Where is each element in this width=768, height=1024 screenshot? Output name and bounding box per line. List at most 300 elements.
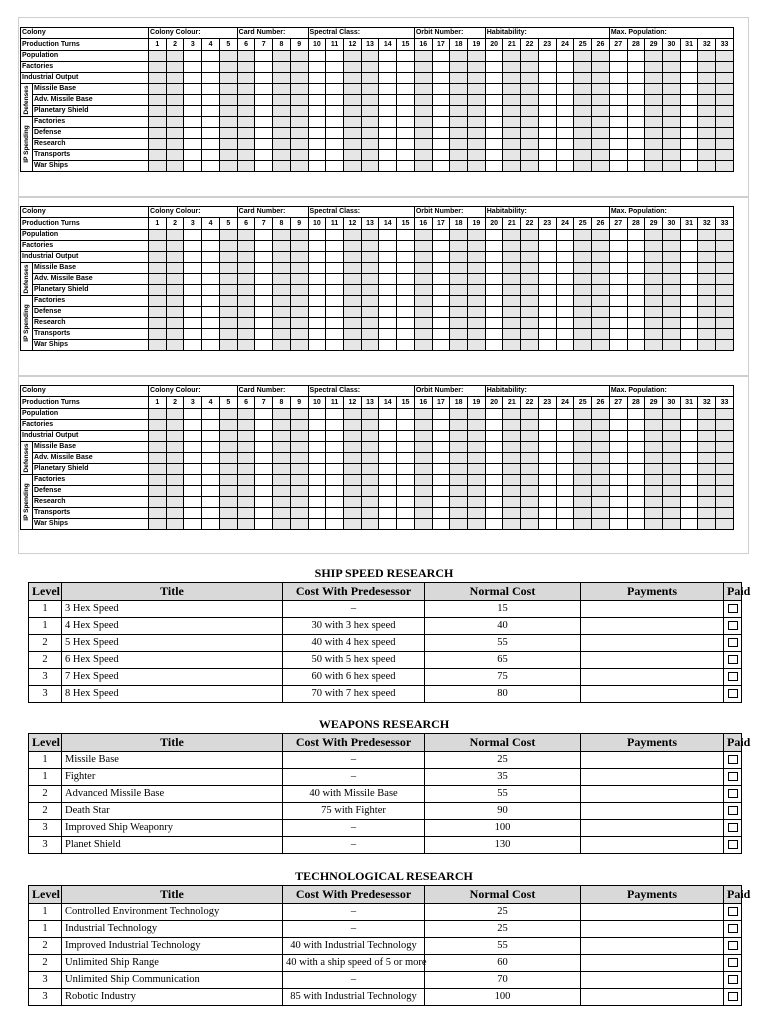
turn-cell[interactable] [574,507,592,518]
turn-cell[interactable] [609,229,627,240]
turn-cell[interactable] [273,229,291,240]
paid-checkbox[interactable] [728,823,738,832]
turn-cell[interactable] [716,160,734,171]
turn-cell[interactable] [432,474,450,485]
turn-cell[interactable] [361,474,379,485]
paid-checkbox[interactable] [728,975,738,984]
turn-cell[interactable] [592,229,610,240]
turn-cell[interactable] [184,94,202,105]
turn-cell[interactable] [556,94,574,105]
turn-cell[interactable] [237,83,255,94]
turn-cell[interactable] [663,463,681,474]
turn-cell[interactable] [556,339,574,350]
payments-cell[interactable] [581,634,724,651]
turn-cell[interactable] [166,240,184,251]
turn-cell[interactable] [219,518,237,529]
turn-cell[interactable] [379,295,397,306]
turn-cell[interactable] [237,105,255,116]
paid-checkbox[interactable] [728,992,738,1001]
turn-cell[interactable] [574,408,592,419]
turn-cell[interactable] [379,306,397,317]
turn-cell[interactable] [680,116,698,127]
turn-cell[interactable] [592,295,610,306]
turn-cell[interactable] [414,463,432,474]
turn-cell[interactable] [627,138,645,149]
turn-cell[interactable] [432,138,450,149]
turn-cell[interactable] [184,339,202,350]
turn-cell[interactable] [645,295,663,306]
turn-cell[interactable] [361,72,379,83]
turn-cell[interactable] [556,251,574,262]
turn-cell[interactable] [627,430,645,441]
turn-cell[interactable] [592,116,610,127]
turn-cell[interactable] [609,507,627,518]
turn-cell[interactable] [609,328,627,339]
turn-cell[interactable] [326,419,344,430]
turn-cell[interactable] [219,127,237,138]
turn-cell[interactable] [538,262,556,273]
turn-cell[interactable] [379,149,397,160]
turn-cell[interactable] [361,127,379,138]
turn-cell[interactable] [166,160,184,171]
turn-cell[interactable] [432,441,450,452]
turn-cell[interactable] [397,463,415,474]
turn-cell[interactable] [326,160,344,171]
turn-cell[interactable] [308,229,326,240]
turn-cell[interactable] [716,339,734,350]
turn-cell[interactable] [450,408,468,419]
turn-cell[interactable] [255,295,273,306]
turn-cell[interactable] [432,518,450,529]
turn-cell[interactable] [219,408,237,419]
turn-cell[interactable] [468,149,486,160]
turn-cell[interactable] [485,127,503,138]
turn-cell[interactable] [308,127,326,138]
turn-cell[interactable] [574,105,592,116]
turn-cell[interactable] [627,474,645,485]
turn-cell[interactable] [326,306,344,317]
turn-cell[interactable] [556,61,574,72]
turn-cell[interactable] [645,149,663,160]
turn-cell[interactable] [414,339,432,350]
turn-cell[interactable] [716,474,734,485]
turn-cell[interactable] [149,262,167,273]
turn-cell[interactable] [379,50,397,61]
turn-cell[interactable] [663,408,681,419]
turn-cell[interactable] [698,149,716,160]
turn-cell[interactable] [468,284,486,295]
paid-checkbox[interactable] [728,689,738,698]
turn-cell[interactable] [521,408,539,419]
turn-cell[interactable] [273,105,291,116]
turn-cell[interactable] [645,430,663,441]
turn-cell[interactable] [273,306,291,317]
turn-cell[interactable] [397,306,415,317]
turn-cell[interactable] [468,295,486,306]
turn-cell[interactable] [663,229,681,240]
turn-cell[interactable] [202,518,220,529]
turn-cell[interactable] [219,83,237,94]
turn-cell[interactable] [680,306,698,317]
paid-checkbox[interactable] [728,655,738,664]
turn-cell[interactable] [184,273,202,284]
turn-cell[interactable] [521,507,539,518]
paid-checkbox[interactable] [728,941,738,950]
turn-cell[interactable] [414,317,432,328]
turn-cell[interactable] [379,474,397,485]
turn-cell[interactable] [308,441,326,452]
turn-cell[interactable] [645,284,663,295]
turn-cell[interactable] [627,306,645,317]
turn-cell[interactable] [255,94,273,105]
turn-cell[interactable] [273,284,291,295]
turn-cell[interactable] [609,441,627,452]
turn-cell[interactable] [468,430,486,441]
turn-cell[interactable] [609,339,627,350]
turn-cell[interactable] [468,474,486,485]
turn-cell[interactable] [538,518,556,529]
turn-cell[interactable] [556,229,574,240]
turn-cell[interactable] [627,317,645,328]
turn-cell[interactable] [680,474,698,485]
turn-cell[interactable] [432,452,450,463]
turn-cell[interactable] [609,50,627,61]
turn-cell[interactable] [521,452,539,463]
turn-cell[interactable] [166,72,184,83]
turn-cell[interactable] [521,284,539,295]
turn-cell[interactable] [592,50,610,61]
payments-cell[interactable] [581,971,724,988]
turn-cell[interactable] [255,408,273,419]
turn-cell[interactable] [521,105,539,116]
turn-cell[interactable] [680,295,698,306]
turn-cell[interactable] [698,295,716,306]
turn-cell[interactable] [538,72,556,83]
turn-cell[interactable] [290,317,308,328]
turn-cell[interactable] [627,452,645,463]
turn-cell[interactable] [202,430,220,441]
turn-cell[interactable] [680,273,698,284]
turn-cell[interactable] [698,339,716,350]
turn-cell[interactable] [273,149,291,160]
turn-cell[interactable] [237,94,255,105]
turn-cell[interactable] [343,72,361,83]
turn-cell[interactable] [361,339,379,350]
turn-cell[interactable] [149,430,167,441]
turn-cell[interactable] [290,496,308,507]
turn-cell[interactable] [202,328,220,339]
turn-cell[interactable] [716,240,734,251]
turn-cell[interactable] [538,430,556,441]
turn-cell[interactable] [414,273,432,284]
turn-cell[interactable] [202,240,220,251]
turn-cell[interactable] [538,485,556,496]
turn-cell[interactable] [326,518,344,529]
turn-cell[interactable] [149,441,167,452]
turn-cell[interactable] [450,61,468,72]
turn-cell[interactable] [592,240,610,251]
turn-cell[interactable] [574,496,592,507]
turn-cell[interactable] [379,116,397,127]
turn-cell[interactable] [592,149,610,160]
turn-cell[interactable] [716,127,734,138]
turn-cell[interactable] [202,441,220,452]
turn-cell[interactable] [556,149,574,160]
turn-cell[interactable] [414,295,432,306]
turn-cell[interactable] [485,273,503,284]
turn-cell[interactable] [521,83,539,94]
turn-cell[interactable] [574,50,592,61]
turn-cell[interactable] [574,474,592,485]
turn-cell[interactable] [397,328,415,339]
turn-cell[interactable] [609,240,627,251]
turn-cell[interactable] [627,295,645,306]
turn-cell[interactable] [326,50,344,61]
turn-cell[interactable] [574,72,592,83]
turn-cell[interactable] [290,251,308,262]
turn-cell[interactable] [609,72,627,83]
turn-cell[interactable] [290,306,308,317]
turn-cell[interactable] [503,72,521,83]
turn-cell[interactable] [166,419,184,430]
turn-cell[interactable] [379,127,397,138]
turn-cell[interactable] [680,507,698,518]
turn-cell[interactable] [680,518,698,529]
turn-cell[interactable] [556,474,574,485]
turn-cell[interactable] [609,284,627,295]
turn-cell[interactable] [202,116,220,127]
turn-cell[interactable] [379,284,397,295]
payments-cell[interactable] [581,768,724,785]
turn-cell[interactable] [627,105,645,116]
turn-cell[interactable] [485,138,503,149]
turn-cell[interactable] [556,518,574,529]
turn-cell[interactable] [609,474,627,485]
turn-cell[interactable] [680,430,698,441]
turn-cell[interactable] [432,306,450,317]
turn-cell[interactable] [538,452,556,463]
turn-cell[interactable] [574,138,592,149]
orbit-number-field[interactable]: Orbit Number: [414,386,485,397]
turn-cell[interactable] [379,518,397,529]
turn-cell[interactable] [219,94,237,105]
turn-cell[interactable] [556,408,574,419]
turn-cell[interactable] [485,229,503,240]
turn-cell[interactable] [237,229,255,240]
turn-cell[interactable] [273,419,291,430]
turn-cell[interactable] [184,328,202,339]
turn-cell[interactable] [468,496,486,507]
turn-cell[interactable] [308,339,326,350]
turn-cell[interactable] [290,328,308,339]
turn-cell[interactable] [237,408,255,419]
turn-cell[interactable] [538,317,556,328]
turn-cell[interactable] [149,339,167,350]
turn-cell[interactable] [308,408,326,419]
turn-cell[interactable] [485,105,503,116]
turn-cell[interactable] [503,149,521,160]
turn-cell[interactable] [645,273,663,284]
turn-cell[interactable] [503,251,521,262]
turn-cell[interactable] [202,474,220,485]
turn-cell[interactable] [468,507,486,518]
turn-cell[interactable] [432,105,450,116]
payments-cell[interactable] [581,802,724,819]
turn-cell[interactable] [166,262,184,273]
turn-cell[interactable] [716,105,734,116]
turn-cell[interactable] [166,496,184,507]
turn-cell[interactable] [627,284,645,295]
turn-cell[interactable] [308,50,326,61]
payments-cell[interactable] [581,651,724,668]
turn-cell[interactable] [166,295,184,306]
turn-cell[interactable] [503,229,521,240]
turn-cell[interactable] [432,61,450,72]
turn-cell[interactable] [503,138,521,149]
turn-cell[interactable] [414,507,432,518]
turn-cell[interactable] [521,262,539,273]
payments-cell[interactable] [581,600,724,617]
turn-cell[interactable] [645,441,663,452]
turn-cell[interactable] [290,240,308,251]
turn-cell[interactable] [237,518,255,529]
turn-cell[interactable] [361,61,379,72]
turn-cell[interactable] [414,496,432,507]
turn-cell[interactable] [379,419,397,430]
turn-cell[interactable] [521,149,539,160]
turn-cell[interactable] [468,273,486,284]
turn-cell[interactable] [343,419,361,430]
turn-cell[interactable] [273,83,291,94]
turn-cell[interactable] [149,306,167,317]
turn-cell[interactable] [663,317,681,328]
paid-checkbox[interactable] [728,604,738,613]
turn-cell[interactable] [485,50,503,61]
turn-cell[interactable] [255,474,273,485]
turn-cell[interactable] [538,127,556,138]
turn-cell[interactable] [503,105,521,116]
turn-cell[interactable] [538,496,556,507]
turn-cell[interactable] [592,138,610,149]
turn-cell[interactable] [663,485,681,496]
turn-cell[interactable] [432,419,450,430]
turn-cell[interactable] [397,518,415,529]
turn-cell[interactable] [414,160,432,171]
turn-cell[interactable] [184,127,202,138]
turn-cell[interactable] [397,284,415,295]
turn-cell[interactable] [202,83,220,94]
turn-cell[interactable] [397,127,415,138]
turn-cell[interactable] [308,284,326,295]
turn-cell[interactable] [592,61,610,72]
turn-cell[interactable] [609,273,627,284]
turn-cell[interactable] [308,116,326,127]
turn-cell[interactable] [202,295,220,306]
turn-cell[interactable] [485,485,503,496]
habitability-field[interactable]: Habitability: [485,28,609,39]
turn-cell[interactable] [432,485,450,496]
turn-cell[interactable] [255,160,273,171]
turn-cell[interactable] [273,507,291,518]
turn-cell[interactable] [485,72,503,83]
turn-cell[interactable] [574,317,592,328]
turn-cell[interactable] [166,273,184,284]
turn-cell[interactable] [521,116,539,127]
turn-cell[interactable] [397,94,415,105]
turn-cell[interactable] [290,419,308,430]
turn-cell[interactable] [503,408,521,419]
turn-cell[interactable] [592,339,610,350]
turn-cell[interactable] [343,452,361,463]
turn-cell[interactable] [538,273,556,284]
turn-cell[interactable] [273,339,291,350]
turn-cell[interactable] [503,94,521,105]
turn-cell[interactable] [716,441,734,452]
turn-cell[interactable] [432,149,450,160]
turn-cell[interactable] [184,306,202,317]
turn-cell[interactable] [326,284,344,295]
turn-cell[interactable] [343,507,361,518]
turn-cell[interactable] [645,229,663,240]
turn-cell[interactable] [503,295,521,306]
turn-cell[interactable] [503,441,521,452]
turn-cell[interactable] [698,518,716,529]
turn-cell[interactable] [663,262,681,273]
turn-cell[interactable] [202,507,220,518]
turn-cell[interactable] [308,518,326,529]
turn-cell[interactable] [645,127,663,138]
habitability-field[interactable]: Habitability: [485,207,609,218]
turn-cell[interactable] [538,474,556,485]
turn-cell[interactable] [273,328,291,339]
turn-cell[interactable] [698,284,716,295]
turn-cell[interactable] [361,262,379,273]
turn-cell[interactable] [485,262,503,273]
turn-cell[interactable] [663,138,681,149]
turn-cell[interactable] [680,138,698,149]
turn-cell[interactable] [326,339,344,350]
turn-cell[interactable] [414,72,432,83]
turn-cell[interactable] [361,149,379,160]
turn-cell[interactable] [645,251,663,262]
turn-cell[interactable] [680,50,698,61]
turn-cell[interactable] [308,463,326,474]
turn-cell[interactable] [184,317,202,328]
turn-cell[interactable] [219,72,237,83]
turn-cell[interactable] [450,284,468,295]
turn-cell[interactable] [432,339,450,350]
turn-cell[interactable] [397,496,415,507]
turn-cell[interactable] [237,50,255,61]
turn-cell[interactable] [680,127,698,138]
turn-cell[interactable] [414,116,432,127]
turn-cell[interactable] [450,72,468,83]
turn-cell[interactable] [450,496,468,507]
turn-cell[interactable] [184,419,202,430]
turn-cell[interactable] [379,496,397,507]
turn-cell[interactable] [255,105,273,116]
turn-cell[interactable] [290,94,308,105]
turn-cell[interactable] [255,430,273,441]
turn-cell[interactable] [149,485,167,496]
turn-cell[interactable] [343,262,361,273]
turn-cell[interactable] [698,50,716,61]
turn-cell[interactable] [574,284,592,295]
turn-cell[interactable] [219,229,237,240]
turn-cell[interactable] [379,83,397,94]
turn-cell[interactable] [290,518,308,529]
turn-cell[interactable] [255,83,273,94]
